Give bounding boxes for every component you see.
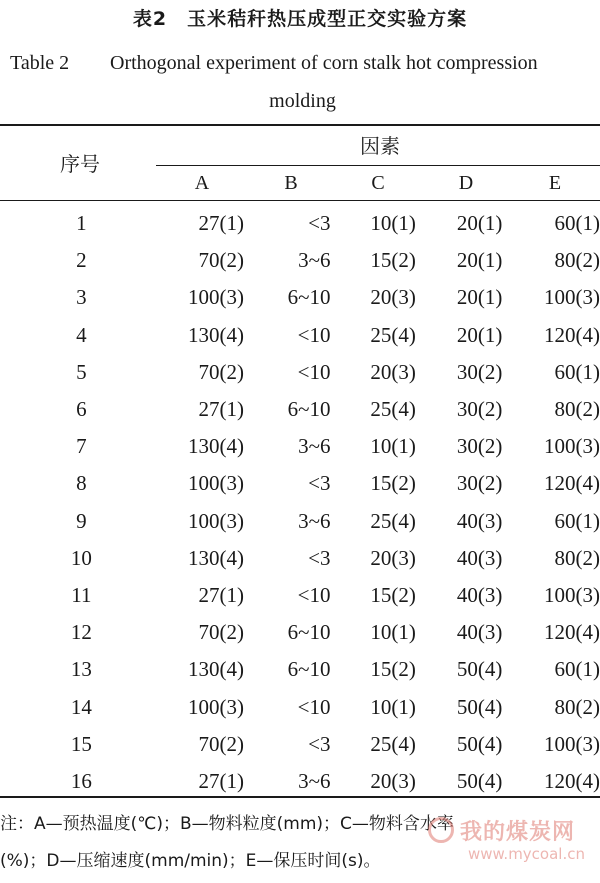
cell-seq: 14 (70, 694, 92, 719)
table-title-cn: 表2 玉米秸秆热压成型正交实验方案 (132, 8, 468, 30)
cell-b: 6~10 (287, 285, 331, 310)
table-row (0, 614, 600, 651)
header-col-a: A (194, 172, 210, 194)
experiment-table (0, 205, 600, 800)
table-label-en: Table 2 (10, 52, 70, 74)
cell-e: 100(3) (544, 434, 600, 459)
cell-a: 70(2) (198, 248, 245, 273)
cell-b: 6~10 (287, 397, 331, 422)
cell-c: 25(4) (370, 731, 416, 756)
cell-a: 100(3) (188, 694, 245, 719)
table-row (0, 317, 600, 354)
cell-d: 40(3) (456, 582, 503, 607)
header-col-b: B (284, 172, 298, 194)
cell-d: 30(2) (456, 397, 503, 422)
cell-b: <10 (297, 694, 331, 719)
cell-c: 25(4) (370, 508, 416, 533)
header-col-d: D (458, 172, 474, 194)
cell-seq: 4 (76, 322, 87, 347)
cell-b: 6~10 (287, 657, 331, 682)
cell-c: 20(3) (370, 545, 416, 570)
factor-rule (156, 165, 600, 166)
cell-d: 50(4) (456, 731, 503, 756)
cell-c: 25(4) (370, 397, 416, 422)
cell-e: 60(1) (554, 211, 600, 236)
table-title-en-line1: Orthogonal experiment of corn stalk hot compression (110, 52, 538, 74)
cell-d: 20(1) (456, 322, 503, 347)
cell-c: 15(2) (370, 582, 416, 607)
cell-a: 27(1) (198, 397, 245, 422)
cell-e: 60(1) (554, 359, 600, 384)
cell-c: 10(1) (370, 620, 416, 645)
cell-seq: 15 (70, 731, 92, 756)
cell-a: 27(1) (198, 768, 245, 793)
note-line-2: (%)；D—压缩速度(mm/min)；E—保压时间(s)。 (0, 851, 381, 871)
cell-e: 120(4) (544, 620, 600, 645)
cell-e: 100(3) (544, 731, 600, 756)
cell-b: 3~6 (298, 248, 331, 273)
cell-b: <3 (308, 731, 331, 756)
cell-d: 30(2) (456, 434, 503, 459)
cell-d: 50(4) (456, 657, 503, 682)
cell-seq: 1 (76, 211, 87, 236)
cell-e: 100(3) (544, 582, 600, 607)
cell-b: <3 (308, 211, 331, 236)
cell-seq: 12 (70, 620, 92, 645)
cell-seq: 10 (70, 545, 92, 570)
cell-e: 60(1) (554, 657, 600, 682)
cell-e: 80(2) (554, 248, 600, 273)
cell-a: 70(2) (198, 359, 245, 384)
cell-e: 120(4) (544, 322, 600, 347)
cell-c: 15(2) (370, 657, 416, 682)
cell-d: 40(3) (456, 545, 503, 570)
cell-a: 100(3) (188, 471, 245, 496)
table-row (0, 205, 600, 242)
cell-b: 3~6 (298, 508, 331, 533)
cell-a: 27(1) (198, 582, 245, 607)
cell-e: 80(2) (554, 545, 600, 570)
cell-b: <3 (308, 545, 331, 570)
watermark-url: www.mycoal.cn (468, 845, 585, 863)
table-row (0, 503, 600, 540)
cell-a: 27(1) (198, 211, 245, 236)
cell-b: <10 (297, 359, 331, 384)
cell-seq: 6 (76, 397, 87, 422)
table-row (0, 651, 600, 688)
cell-e: 80(2) (554, 397, 600, 422)
table-row (0, 279, 600, 316)
header-rule (0, 200, 600, 201)
cell-b: 6~10 (287, 620, 331, 645)
cell-d: 30(2) (456, 471, 503, 496)
table-note (0, 806, 600, 880)
cell-seq: 5 (76, 359, 87, 384)
header-col-c: C (371, 172, 385, 194)
cell-d: 20(1) (456, 285, 503, 310)
cell-e: 60(1) (554, 508, 600, 533)
cell-seq: 8 (76, 471, 87, 496)
table-row (0, 354, 600, 391)
cell-seq: 3 (76, 285, 87, 310)
table-row (0, 763, 600, 800)
table-row (0, 540, 600, 577)
cell-c: 10(1) (370, 211, 416, 236)
cell-seq: 11 (71, 582, 92, 607)
table-row (0, 428, 600, 465)
header-factor: 因素 (360, 134, 400, 158)
cell-b: <10 (297, 322, 331, 347)
header-seq: 序号 (60, 152, 100, 176)
cell-seq: 16 (70, 768, 92, 793)
cell-seq: 9 (76, 508, 87, 533)
cell-d: 20(1) (456, 248, 503, 273)
table-row (0, 465, 600, 502)
cell-c: 15(2) (370, 471, 416, 496)
cell-c: 20(3) (370, 359, 416, 384)
cell-d: 50(4) (456, 694, 503, 719)
table-row (0, 391, 600, 428)
cell-d: 50(4) (456, 768, 503, 793)
cell-a: 100(3) (188, 285, 245, 310)
header-col-e: E (548, 172, 562, 194)
cell-c: 20(3) (370, 768, 416, 793)
cell-d: 20(1) (456, 211, 503, 236)
cell-e: 120(4) (544, 768, 600, 793)
cell-c: 25(4) (370, 322, 416, 347)
cell-a: 130(4) (188, 657, 245, 682)
watermark-text: 我的煤炭网 (460, 820, 576, 845)
cell-a: 100(3) (188, 508, 245, 533)
cell-a: 130(4) (188, 545, 245, 570)
cell-c: 20(3) (370, 285, 416, 310)
cell-seq: 13 (70, 657, 92, 682)
cell-e: 80(2) (554, 694, 600, 719)
cell-a: 130(4) (188, 322, 245, 347)
table-row (0, 688, 600, 725)
cell-a: 70(2) (198, 731, 245, 756)
cell-seq: 7 (76, 434, 87, 459)
cell-c: 10(1) (370, 434, 416, 459)
cell-d: 40(3) (456, 508, 503, 533)
cell-c: 10(1) (370, 694, 416, 719)
table-row (0, 577, 600, 614)
cell-b: <3 (308, 471, 331, 496)
cell-d: 40(3) (456, 620, 503, 645)
cell-b: 3~6 (298, 434, 331, 459)
cell-seq: 2 (76, 248, 87, 273)
table-row (0, 726, 600, 763)
cell-d: 30(2) (456, 359, 503, 384)
cell-e: 100(3) (544, 285, 600, 310)
cell-e: 120(4) (544, 471, 600, 496)
table-title-en-line2: molding (269, 90, 336, 112)
cell-b: <10 (297, 582, 331, 607)
top-rule (0, 124, 600, 126)
bottom-rule (0, 796, 600, 798)
note-line-1: 注：A—预热温度(℃)；B—物料粒度(mm)；C—物料含水率 (0, 814, 454, 834)
table-title-en (10, 44, 595, 120)
cell-c: 15(2) (370, 248, 416, 273)
cell-b: 3~6 (298, 768, 331, 793)
cell-a: 70(2) (198, 620, 245, 645)
table-row (0, 242, 600, 279)
cell-a: 130(4) (188, 434, 245, 459)
